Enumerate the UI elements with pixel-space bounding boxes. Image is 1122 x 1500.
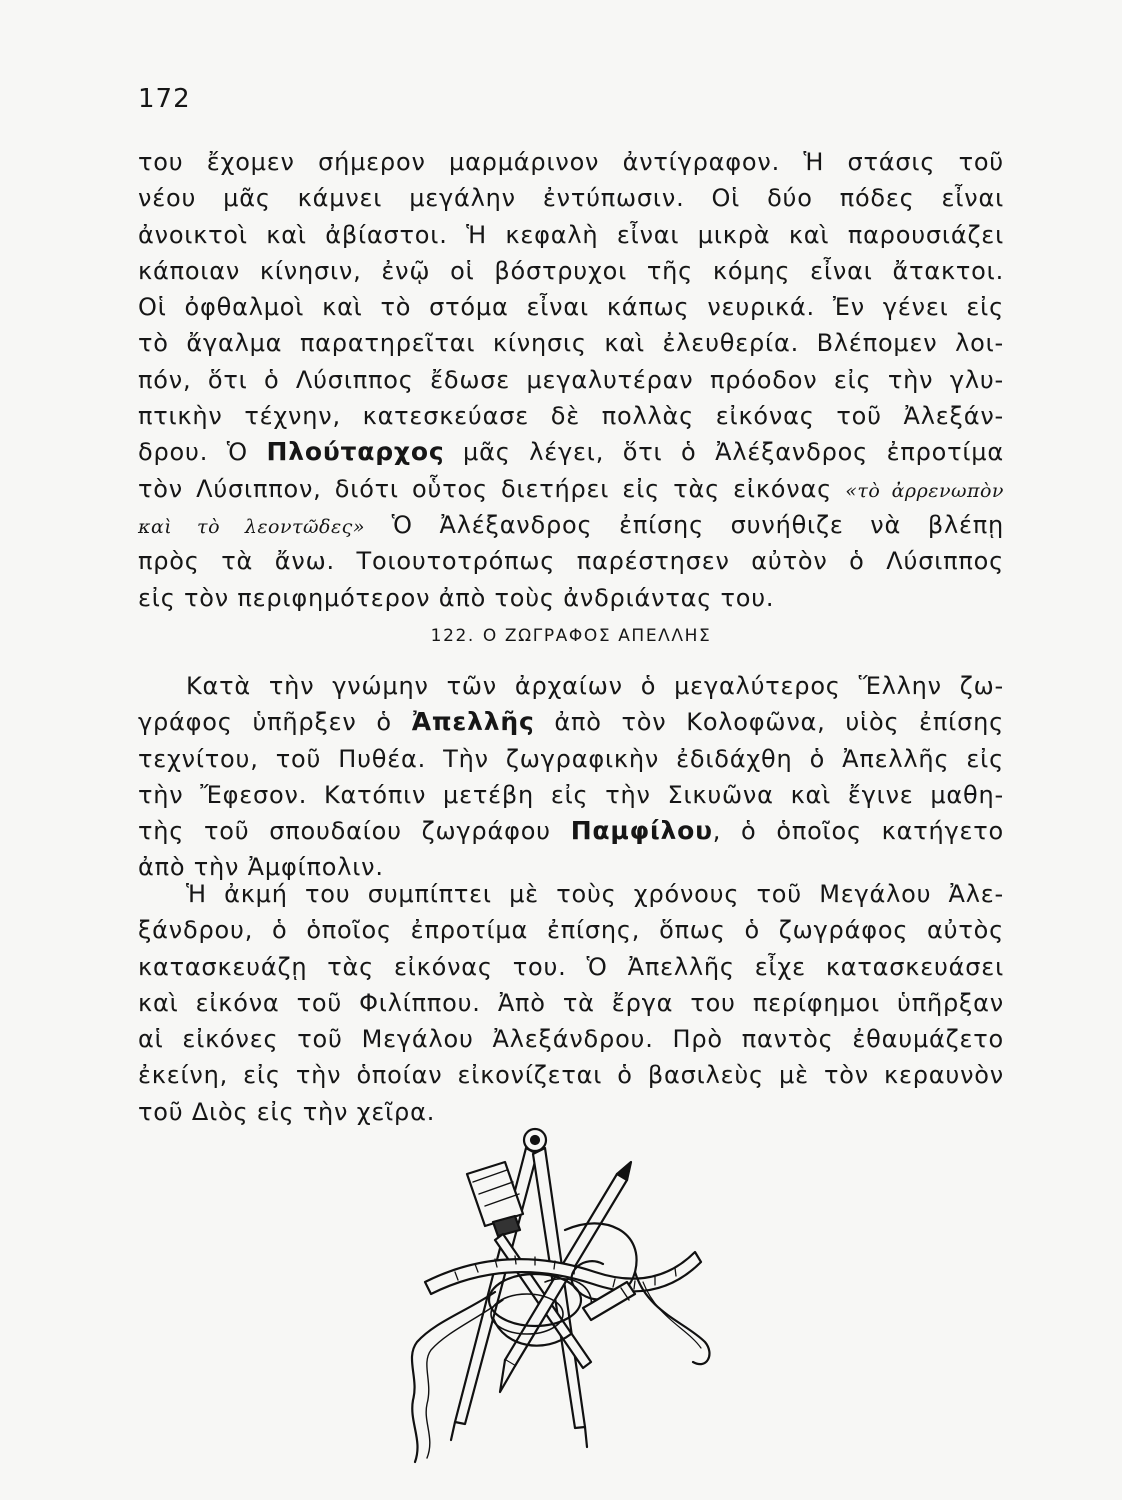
text-line: ἐκείνη, εἰς τὴν ὁποίαν εἰκονίζεται ὁ βασιλεὺς μὲ τὸν κεραυνὸν	[138, 1061, 1004, 1090]
text-line: τὴν Ἔφεσον. Κατόπιν μετέβη εἰς τὴν Σικυῶνα καὶ ἔγινε μαθη-	[138, 780, 1004, 809]
text-line: Ἡ ἀκμή του συμπίπτει μὲ τοὺς χρόνους τοῦ Μεγάλου Ἀλε-	[186, 880, 1004, 908]
text-line	[138, 471, 1004, 507]
text-line: του ἔχομεν σήμερον μαρμάρινον ἀντίγραφον. Ἡ στάσις τοῦ	[138, 148, 1004, 176]
text-line: κατασκευάζῃ τὰς εἰκόνας του. Ὁ Ἀπελλῆς εἶχε κατασκευάσει	[138, 952, 1004, 981]
text-line: πτικὴν τέχνην, κατεσκεύασε δὲ πολλὰς εἰκόνας τοῦ Ἀλεξάν-	[138, 402, 1004, 431]
section-heading	[138, 626, 1004, 646]
paragraph-1	[138, 144, 1004, 616]
text-line: τεχνίτου, τοῦ Πυθέα. Τὴν ζωγραφικὴν ἐδιδάχθη ὁ Ἀπελλῆς εἰς	[138, 744, 1004, 773]
text-line: καὶ εἰκόνα τοῦ Φιλίππου. Ἀπὸ τὰ ἔργα του περίφημοι ὑπῆρξαν	[138, 988, 1004, 1017]
paragraph-2	[138, 668, 1004, 886]
text-line: ἀπὸ τὴν Ἀμφίπολιν.	[138, 853, 384, 882]
page-number: 172	[138, 84, 191, 114]
text-line	[138, 813, 1004, 849]
text-run: , ὁ ὁποῖος κατήγετο	[712, 817, 1004, 846]
drawing-tools-emblem-icon	[395, 1122, 725, 1472]
text-run: μᾶς λέγει, ὅτι ὁ Ἀλέξανδρος ἐπροτίμα	[444, 438, 1004, 467]
text-line: εἰς τὸν περιφημότερον ἀπὸ τοὺς ἀνδριάντας του.	[138, 583, 775, 612]
text-run: ἀπὸ τὸν Κολοφῶνα, υἱὸς ἐπίσης	[534, 708, 1004, 737]
text-line: ἀνοικτοὶ καὶ ἀβίαστοι. Ἡ κεφαλὴ εἶναι μικρὰ καὶ παρουσιάζει	[138, 220, 1004, 249]
text-run: δρου. Ὁ	[138, 438, 267, 467]
text-line	[138, 704, 1004, 740]
text-line: Οἱ ὀφθαλμοὶ καὶ τὸ στόμα εἶναι κάπως νευρικά. Ἐν γένει εἰς	[138, 293, 1004, 322]
text-run: τὸν Λύσιππον, διότι οὗτος διετήρει εἰς τὰς εἰκόνας	[138, 474, 846, 503]
text-run: Ὁ Ἀλέξανδρος ἐπίσης συνήθιζε νὰ βλέπῃ	[364, 510, 1004, 539]
quote-italic: καὶ τὸ λεοντῶδες»	[138, 515, 365, 538]
bold-name-ploutarchos: Πλούταρχος	[266, 437, 445, 467]
text-line: πρὸς τὰ ἄνω. Τοιουτοτρόπως παρέστησεν αὐτὸν ὁ Λύσιππος	[138, 547, 1004, 576]
bold-name-apelles: Ἀπελλῆς	[411, 707, 535, 737]
quote-italic: «τὸ ἀρρενωπὸν	[845, 479, 1004, 502]
text-run: τὴς τοῦ σπουδαίου ζωγράφου	[138, 817, 571, 846]
paragraph-3	[138, 876, 1004, 1130]
section-title: Ο ΖΩΓΡΑΦΟΣ ΑΠΕΛΛΗΣ	[482, 626, 712, 646]
text-line: κάποιαν κίνησιν, ἐνῷ οἱ βόστρυχοι τῆς κόμης εἶναι ἄτακτοι.	[138, 256, 1004, 285]
text-line: ξάνδρου, ὁ ὁποῖος ἐπροτίμα ἐπίσης, ὅπως ὁ ζωγράφος αὐτὸς	[138, 916, 1004, 945]
text-line	[138, 434, 1004, 470]
text-line	[138, 507, 1004, 543]
text-line: τοῦ Διὸς εἰς τὴν χεῖρα.	[138, 1097, 436, 1126]
text-line: τὸ ἄγαλμα παρατηρεῖται κίνησις καὶ ἐλευθερία. Βλέπομεν λοι-	[138, 329, 1004, 358]
text-line: Κατὰ τὴν γνώμην τῶν ἀρχαίων ὁ μεγαλύτερος Ἕλλην ζω-	[186, 672, 1004, 700]
text-line: νέου μᾶς κάμνει μεγάλην ἐντύπωσιν. Οἱ δύο πόδες εἶναι	[138, 184, 1004, 213]
section-number: 122.	[430, 626, 475, 646]
text-line: πόν, ὅτι ὁ Λύσιππος ἔδωσε μεγαλυτέραν πρόοδον εἰς τὴν γλυ-	[138, 365, 1004, 394]
text-run: γράφος ὑπῆρξεν ὁ	[138, 708, 412, 737]
bold-name-pamphilos: Παμφίλου	[570, 816, 713, 846]
text-line: αἱ εἰκόνες τοῦ Μεγάλου Ἀλεξάνδρου. Πρὸ παντὸς ἐθαυμάζετο	[138, 1025, 1004, 1054]
